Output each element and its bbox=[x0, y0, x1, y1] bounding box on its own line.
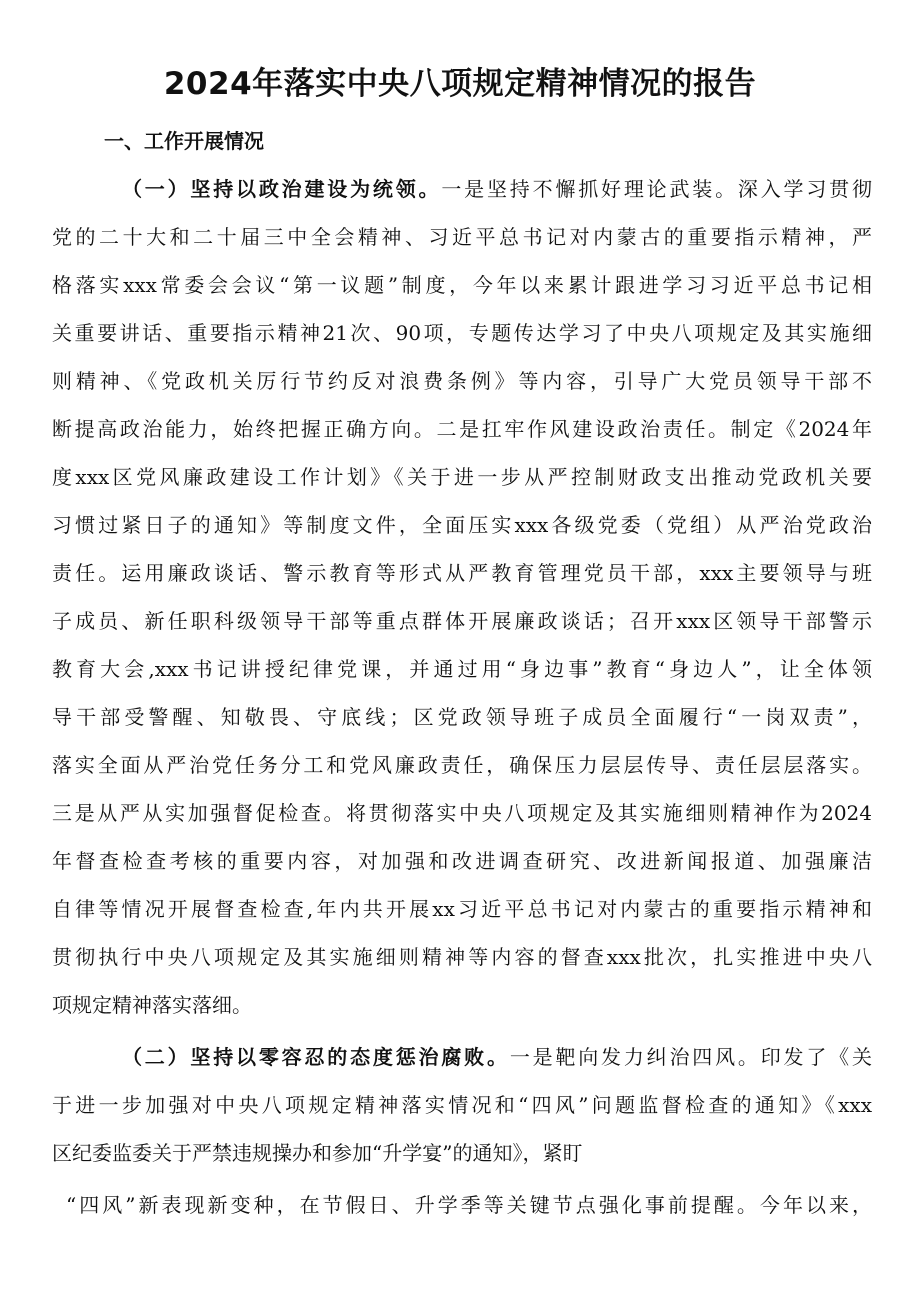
paragraph-line: 教育大会,xxx书记讲授纪律党课，并通过用“身边事”教育“身边人”，让全体领 bbox=[52, 657, 872, 681]
paragraph-line: 区纪委监委关于严禁违规操办和参加“升学宴”的通知》，紧盯 bbox=[52, 1141, 583, 1165]
paragraph-line: 责任。运用廉政谈话、警示教育等形式从严教育管理党员干部，xxx主要领导与班 bbox=[52, 561, 872, 585]
paragraph-line: 格落实xxx常委会会议“第一议题”制度，今年以来累计跟进学习习近平总书记相 bbox=[52, 273, 872, 297]
subsection-heading: （一）坚持以政治建设为统领。 bbox=[122, 177, 442, 201]
paragraph-line: （一）坚持以政治建设为统领。一是坚持不懈抓好理论武装。深入学习贯彻 bbox=[122, 177, 872, 201]
subsection-heading: （二）坚持以零容忍的态度惩治腐败。 bbox=[122, 1045, 510, 1069]
paragraph-line: 年督查检查考核的重要内容，对加强和改进调查研究、改进新闻报道、加强廉洁 bbox=[52, 849, 872, 873]
paragraph-line: 三是从严从实加强督促检查。将贯彻落实中央八项规定及其实施细则精神作为2024 bbox=[52, 801, 872, 825]
paragraph-line: 导干部受警醒、知敬畏、守底线；区党政领导班子成员全面履行“一岗双责”， bbox=[52, 705, 872, 729]
paragraph-line: 项规定精神落实落细。 bbox=[52, 993, 252, 1017]
document-title: 2024年落实中央八项规定精神情况的报告 bbox=[163, 66, 757, 102]
paragraph-line: 断提高政治能力，始终把握正确方向。二是扛牢作风建设政治责任。制定《2024年 bbox=[52, 417, 872, 441]
paragraph-line: 于进一步加强对中央八项规定精神落实情况和“四风”问题监督检查的通知》《xxx bbox=[52, 1093, 872, 1117]
paragraph-line: 度xxx区党风廉政建设工作计划》《关于进一步从严控制财政支出推动党政机关要 bbox=[52, 465, 872, 489]
paragraph-line: “四风”新表现新变种，在节假日、升学季等关键节点强化事前提醒。今年以来， bbox=[66, 1193, 872, 1217]
paragraph-line: 则精神、《党政机关厉行节约反对浪费条例》等内容，引导广大党员领导干部不 bbox=[52, 369, 872, 393]
paragraph-line: 落实全面从严治党任务分工和党风廉政责任，确保压力层层传导、责任层层落实。 bbox=[52, 753, 872, 777]
paragraph-line: （二）坚持以零容忍的态度惩治腐败。一是靶向发力纠治四风。印发了《关 bbox=[122, 1045, 872, 1069]
paragraph-line: 习惯过紧日子的通知》等制度文件，全面压实xxx各级党委（党组）从严治党政治 bbox=[52, 513, 872, 537]
paragraph-line: 子成员、新任职科级领导干部等重点群体开展廉政谈话；召开xxx区领导干部警示 bbox=[52, 609, 872, 633]
paragraph-line: 党的二十大和二十届三中全会精神、习近平总书记对内蒙古的重要指示精神，严 bbox=[52, 225, 872, 249]
section-heading: 一、工作开展情况 bbox=[104, 129, 264, 153]
paragraph-line: 关重要讲话、重要指示精神21次、90项，专题传达学习了中央八项规定及其实施细 bbox=[52, 321, 872, 345]
paragraph-line: 自律等情况开展督查检查,年内共开展xx习近平总书记对内蒙古的重要指示精神和 bbox=[52, 897, 872, 921]
paragraph-line: 贯彻执行中央八项规定及其实施细则精神等内容的督查xxx批次，扎实推进中央八 bbox=[52, 945, 872, 969]
